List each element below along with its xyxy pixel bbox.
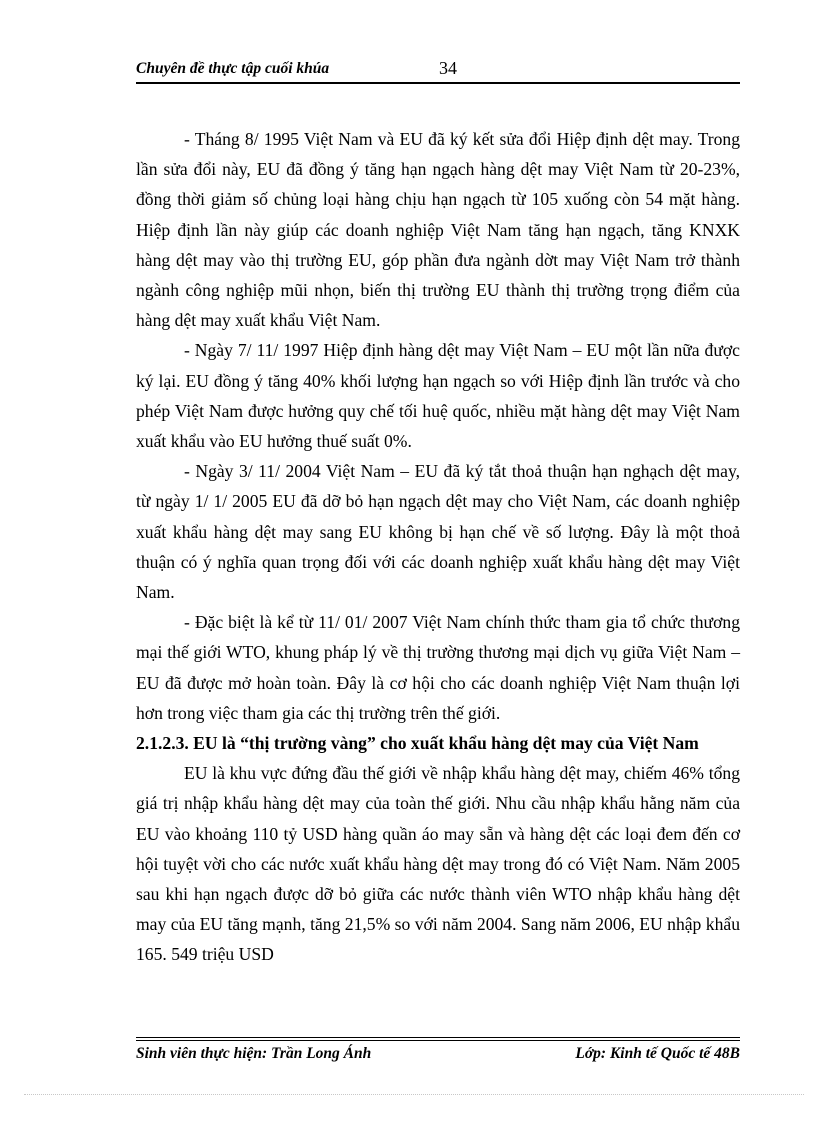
footer-student: Sinh viên thực hiện: Trần Long Ánh bbox=[136, 1045, 372, 1062]
page-footer bbox=[136, 1037, 740, 1063]
paragraph-2007-wto: - Đặc biệt là kể từ 11/ 01/ 2007 Việt Nam chính thức tham gia tổ chức thương mại thế giới WTO, khung pháp lý về thị trường thương mại dịch vụ giữa Việt Nam – EU đã được mở hoàn toàn. Đây là cơ hội cho các doanh nghiệp Việt Nam thuận lợi hơn trong việc tham gia các thị trường trên thế giới. bbox=[136, 612, 740, 723]
footer-class: Lớp: Kinh tế Quốc tế 48B bbox=[575, 1045, 740, 1062]
section-heading: 2.1.2.3. EU là “thị trường vàng” cho xuất khẩu hàng dệt may của Việt Nam bbox=[136, 733, 699, 754]
page-number: 34 bbox=[439, 58, 457, 78]
footer-divider bbox=[136, 1040, 740, 1041]
section-paragraph: EU là khu vực đứng đầu thế giới về nhập khẩu hàng dệt may, chiếm 46% tổng giá trị nhập khẩu hàng dệt may của toàn thế giới. Nhu cầu nhập khẩu hằng năm của EU vào khoảng 110 tỷ USD hàng quần áo may sẵn và hàng dệt các loại đem đến cơ hội tuyệt vời cho các nước xuất khẩu hàng dệt may trong đó có Việt Nam. Năm 2005 sau khi hạn ngạch được dỡ bỏ giữa các nước thành viên WTO nhập khẩu hàng dệt may của EU tăng mạnh, tăng 21,5% so với năm 2004. Sang năm 2006, EU nhập khẩu 165. 549 triệu USD bbox=[136, 763, 740, 965]
footer-row bbox=[136, 1045, 740, 1063]
page-bottom-dotted-line bbox=[24, 1094, 804, 1095]
paragraph-1995-agreement: - Tháng 8/ 1995 Việt Nam và EU đã ký kết sửa đổi Hiệp định dệt may. Trong lần sửa đổi này, EU đã đồng ý tăng hạn ngạch hàng dệt may Việt Nam từ 20-23%, đồng thời giảm số chủng loại hàng chịu hạn ngạch từ 105 xuống còn 54 mặt hàng. Hiệp định lần này giúp các doanh nghiệp Việt Nam tăng hạn ngạch, tăng KNXK hàng dệt may vào thị trường EU, góp phần đưa ngành dờt may Việt Nam trở thành ngành công nghiệp mũi nhọn, biến thị trường EU thành thị trường trọng điểm của hàng dệt may xuất khẩu Việt Nam. bbox=[136, 129, 740, 331]
paragraph-2004-agreement: - Ngày 3/ 11/ 2004 Việt Nam – EU đã ký tắt thoả thuận hạn nghạch dệt may, từ ngày 1/ 1/ 2005 EU đã dỡ bỏ hạn ngạch dệt may cho Việt Nam, các doanh nghiệp xuất khẩu hàng dệt may sang EU không bị hạn chế về số lượng. Đây là một thoả thuận có ý nghĩa quan trọng đối với các doanh nghiệp xuất khẩu hàng dệt may Việt Nam. bbox=[136, 461, 740, 603]
page-body bbox=[136, 124, 740, 970]
header-title: Chuyên đề thực tập cuối khúa bbox=[136, 60, 330, 77]
paragraph-1997-agreement: - Ngày 7/ 11/ 1997 Hiệp định hàng dệt may Việt Nam – EU một lần nữa được ký lại. EU đồng ý tăng 40% khối lượng hạn ngạch so với Hiệp định lần trước và cho phép Việt Nam được hưởng quy chế tối huệ quốc, nhiều mặt hàng dệt may Việt Nam xuất khẩu vào EU hưởng thuế suất 0%. bbox=[136, 340, 740, 452]
page-header bbox=[136, 58, 740, 84]
